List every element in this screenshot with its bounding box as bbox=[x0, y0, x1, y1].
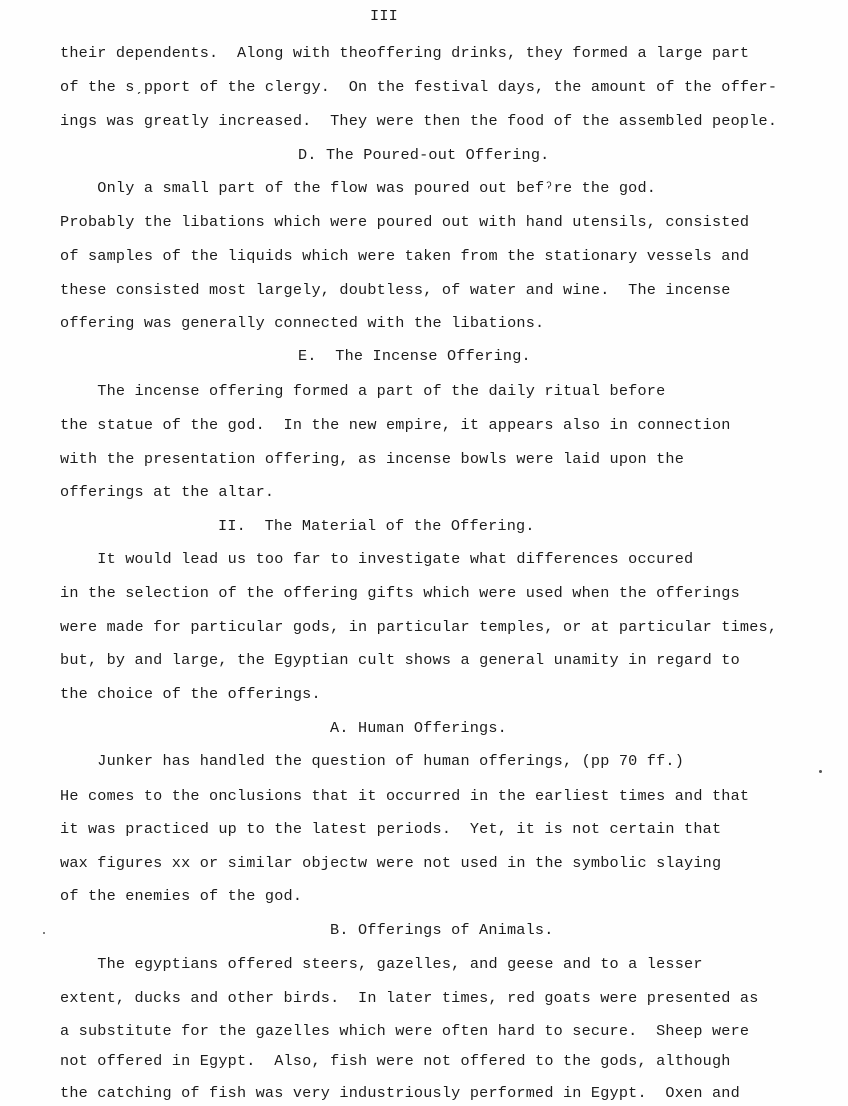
section-heading: B. Offerings of Animals. bbox=[330, 921, 554, 939]
body-line: Junker has handled the question of human offerings, (pp 70 ff.) bbox=[60, 752, 685, 770]
body-line: their dependents. Along with theoffering drinks, they formed a large part bbox=[60, 44, 750, 62]
body-line: The egyptians offered steers, gazelles, and geese and to a lesser bbox=[60, 955, 703, 973]
body-line: Probably the libations which were poured out with hand utensils, consisted bbox=[60, 213, 750, 231]
body-line: were made for particular gods, in particular temples, or at particular times, bbox=[60, 618, 778, 636]
body-line: it was practiced up to the latest periods. Yet, it is not certain that bbox=[60, 820, 722, 838]
body-line: wax figures xx or similar objectw were not used in the symbolic slaying bbox=[60, 854, 722, 872]
section-heading: II. The Material of the Offering. bbox=[218, 517, 535, 535]
body-line: the statue of the god. In the new empire, it appears also in connection bbox=[60, 416, 731, 434]
ink-speck bbox=[43, 932, 45, 934]
body-line: extent, ducks and other birds. In later times, red goats were presented as bbox=[60, 989, 759, 1007]
section-heading: A. Human Offerings. bbox=[330, 719, 507, 737]
body-line: of the enemies of the god. bbox=[60, 887, 303, 905]
ink-speck bbox=[819, 770, 822, 773]
body-line: a substitute for the gazelles which were often hard to secure. Sheep were bbox=[60, 1022, 750, 1040]
body-line: He comes to the onclusions that it occurred in the earliest times and that bbox=[60, 787, 750, 805]
body-line: The incense offering formed a part of the daily ritual before bbox=[60, 382, 666, 400]
page-number: III bbox=[370, 7, 398, 25]
body-line: in the selection of the offering gifts which were used when the offerings bbox=[60, 584, 740, 602]
body-line: with the presentation offering, as incense bowls were laid upon the bbox=[60, 450, 685, 468]
body-line: not offered in Egypt. Also, fish were not offered to the gods, although bbox=[60, 1052, 731, 1070]
body-line: It would lead us too far to investigate what differences occured bbox=[60, 550, 694, 568]
body-line: ings was greatly increased. They were then the food of the assembled people. bbox=[60, 112, 778, 130]
body-line: of the sˏpport of the clergy. On the festival days, the amount of the offer- bbox=[60, 78, 778, 96]
body-line: of samples of the liquids which were taken from the stationary vessels and bbox=[60, 247, 750, 265]
body-line: the choice of the offerings. bbox=[60, 685, 321, 703]
body-line: Only a small part of the flow was poured out befˀre the god. bbox=[60, 179, 657, 197]
section-heading: E. The Incense Offering. bbox=[298, 347, 531, 365]
body-line: the catching of fish was very industriously performed in Egypt. Oxen and bbox=[60, 1084, 740, 1102]
body-line: but, by and large, the Egyptian cult shows a general unamity in regard to bbox=[60, 651, 740, 669]
section-heading: D. The Poured-out Offering. bbox=[298, 146, 550, 164]
body-line: offerings at the altar. bbox=[60, 483, 275, 501]
body-line: offering was generally connected with the libations. bbox=[60, 314, 545, 332]
body-line: these consisted most largely, doubtless, of water and wine. The incense bbox=[60, 281, 731, 299]
